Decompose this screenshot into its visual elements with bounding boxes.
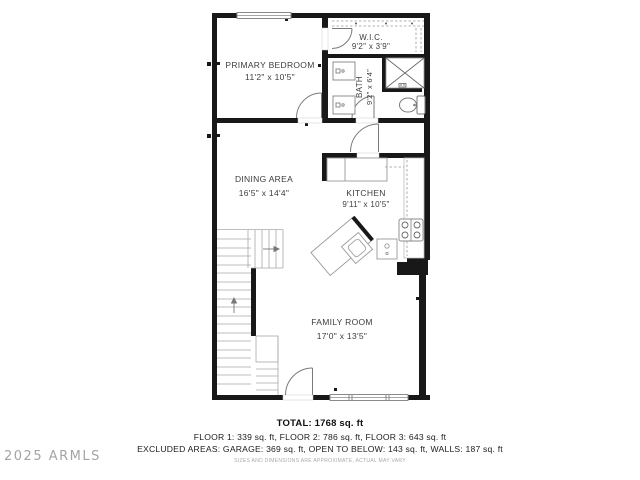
shower [386, 58, 424, 88]
dining-area-dims: 16'5" x 14'4" [238, 188, 290, 198]
family-room-window [330, 395, 408, 401]
wic-rod-brackets [355, 23, 413, 25]
bedroom-door [297, 93, 322, 118]
kitchen-counter-top [327, 158, 387, 181]
family-room-label: FAMILY ROOM [311, 317, 373, 327]
wic-label: W.I.C. [359, 33, 383, 42]
kitchen-dims: 9'11" x 10'5" [342, 200, 390, 209]
kitchen-island [311, 217, 373, 276]
armls-watermark: 2025 ARMLS [4, 449, 101, 464]
disclaimer: SIZES AND DIMENSIONS ARE APPROXIMATE, ACTUAL MAY VARY [234, 457, 406, 464]
kitchen-label: KITCHEN [346, 188, 386, 198]
dining-area-label: DINING AREA [234, 174, 294, 184]
family-room-dims: 17'0" x 13'5" [316, 331, 368, 341]
primary-bedroom-label: PRIMARY BEDROOM [225, 60, 315, 70]
toilet [400, 96, 426, 114]
stove [399, 219, 423, 241]
floor-areas: FLOOR 1: 339 sq. ft, FLOOR 2: 786 sq. ft, FLOOR 3: 643 sq. ft [193, 431, 447, 442]
vanity-sinks [333, 62, 355, 114]
wic-dims: 9'2" x 3'9" [351, 42, 391, 51]
family-room-door [286, 368, 313, 395]
bedroom-window [237, 13, 291, 19]
dishwasher [377, 239, 397, 259]
total-area: TOTAL: 1768 sq. ft [276, 418, 364, 429]
staircase [217, 230, 283, 396]
excluded-areas: EXCLUDED AREAS: GARAGE: 369 sq. ft, OPEN TO BELOW: 143 sq. ft, WALLS: 187 sq. ft [137, 444, 503, 454]
shower-head [399, 84, 406, 88]
wic-door [332, 29, 352, 49]
bath-dims: 9'2" x 6'4" [365, 68, 374, 106]
bath-label: BATH [355, 76, 364, 98]
dining-door [351, 124, 379, 152]
primary-bedroom-dims: 11'2" x 10'5" [245, 72, 295, 82]
